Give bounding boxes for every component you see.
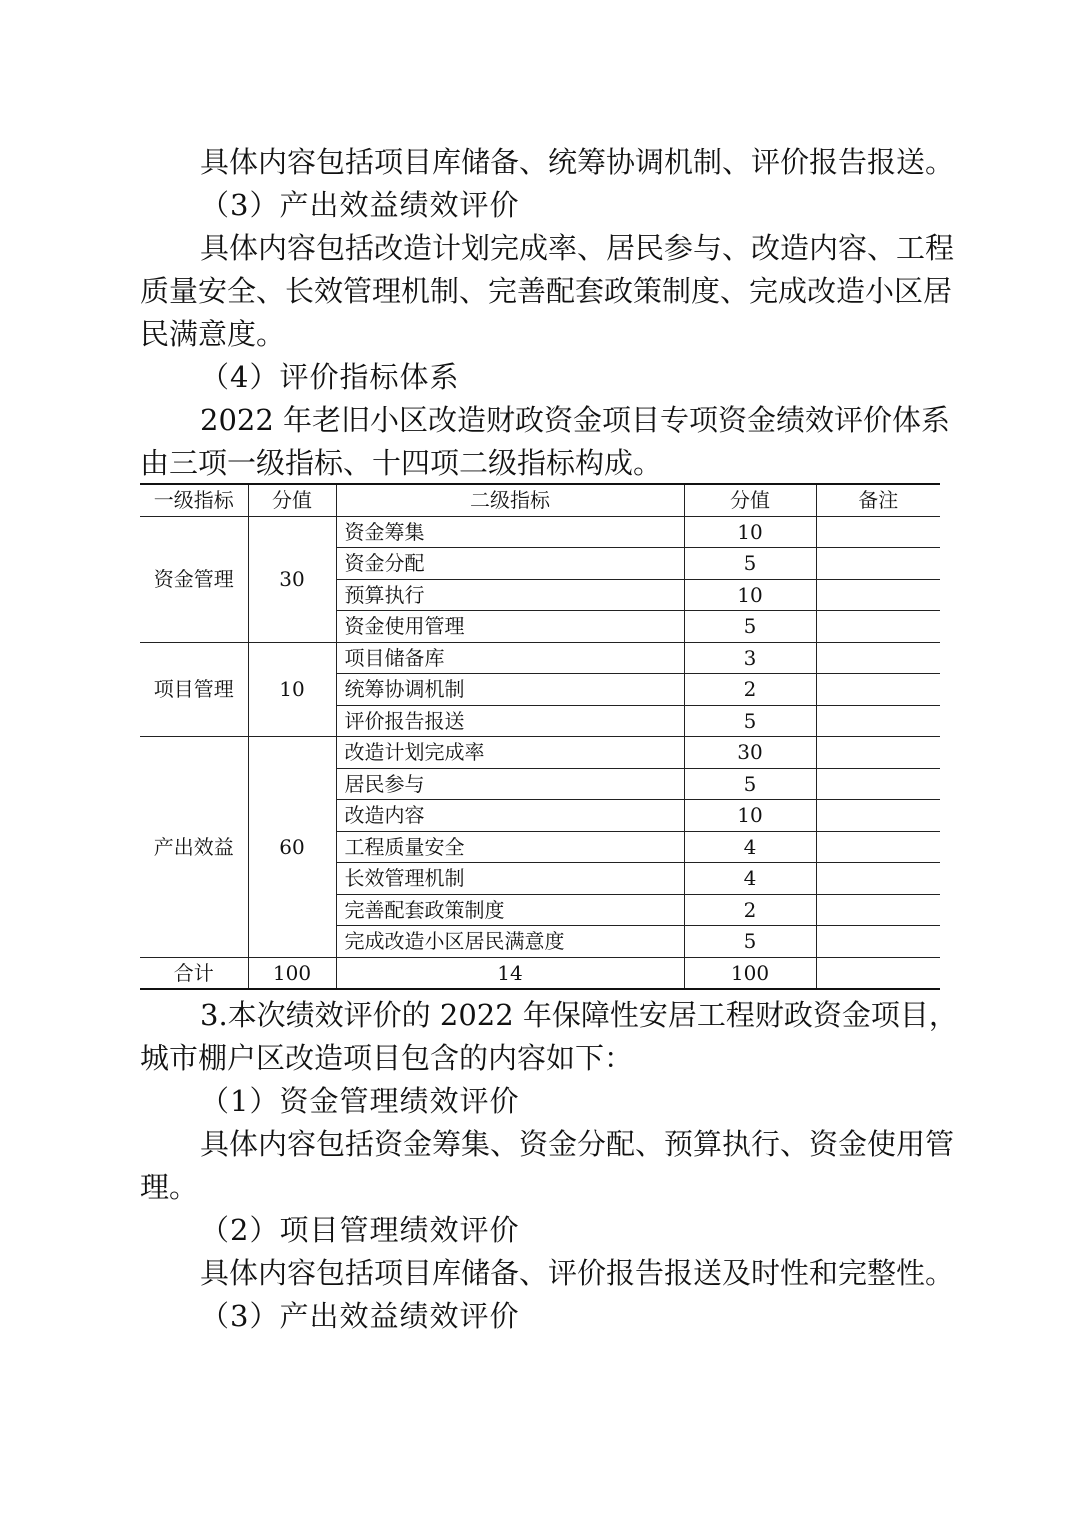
table-row — [140, 642, 940, 674]
paragraph-line: 具体内容包括资金筹集、资金分配、预算执行、资金使用管 — [200, 1127, 955, 1161]
level2-name: 资金使用管理 — [336, 611, 684, 643]
section-heading: （3）产出效益绩效评价 — [200, 188, 520, 222]
level2-score: 10 — [684, 579, 816, 611]
level2-score: 10 — [684, 800, 816, 832]
table-total-row — [140, 957, 940, 989]
section-heading: （3）产出效益绩效评价 — [200, 1299, 520, 1333]
section-heading: （4）评价指标体系 — [200, 360, 460, 394]
section-heading: （1）资金管理绩效评价 — [200, 1084, 520, 1118]
paragraph-line: 质量安全、长效管理机制、完善配套政策制度、完成改造小区居 — [140, 274, 953, 308]
level1-score: 10 — [248, 642, 336, 737]
remark-cell — [816, 863, 940, 895]
level2-name: 评价报告报送 — [336, 705, 684, 737]
paragraph-line: 2022 年老旧小区改造财政资金项目专项资金绩效评价体系 — [200, 403, 951, 437]
level2-score: 2 — [684, 674, 816, 706]
header-cell: 二级指标 — [336, 484, 684, 516]
remark-cell — [816, 642, 940, 674]
level2-name: 预算执行 — [336, 579, 684, 611]
remark-cell — [816, 768, 940, 800]
header-cell: 分值 — [248, 484, 336, 516]
remark-cell — [816, 516, 940, 548]
remark-cell — [816, 800, 940, 832]
level2-score: 2 — [684, 894, 816, 926]
level2-score: 5 — [684, 926, 816, 958]
level2-score: 5 — [684, 768, 816, 800]
total-score2: 100 — [684, 957, 816, 989]
paragraph-line: 城市棚户区改造项目包含的内容如下： — [140, 1041, 634, 1075]
paragraph-line: 具体内容包括项目库储备、评价报告报送及时性和完整性。 — [200, 1256, 955, 1290]
level2-score: 3 — [684, 642, 816, 674]
level2-score: 30 — [684, 737, 816, 769]
section-heading: （2）项目管理绩效评价 — [200, 1213, 520, 1247]
table-row — [140, 737, 940, 769]
total-score: 100 — [248, 957, 336, 989]
level2-name: 工程质量安全 — [336, 831, 684, 863]
paragraph-line: 由三项一级指标、十四项二级指标构成。 — [140, 446, 663, 480]
level2-name: 资金分配 — [336, 548, 684, 580]
total-label: 合计 — [140, 957, 248, 989]
level1-name: 产出效益 — [140, 737, 248, 958]
indicator-table — [140, 483, 940, 990]
level2-name: 完善配套政策制度 — [336, 894, 684, 926]
remark-cell — [816, 674, 940, 706]
level1-name: 项目管理 — [140, 642, 248, 737]
level2-name: 改造内容 — [336, 800, 684, 832]
paragraph-line: 具体内容包括项目库储备、统筹协调机制、评价报告报送。 — [200, 145, 955, 179]
level2-score: 4 — [684, 831, 816, 863]
header-cell: 备注 — [816, 484, 940, 516]
level2-name: 改造计划完成率 — [336, 737, 684, 769]
remark-cell — [816, 579, 940, 611]
level2-score: 5 — [684, 611, 816, 643]
table-header-row — [140, 484, 940, 516]
remark-cell — [816, 705, 940, 737]
header-cell: 分值 — [684, 484, 816, 516]
remark-cell — [816, 894, 940, 926]
level2-score: 5 — [684, 705, 816, 737]
paragraph-line: 3.本次绩效评价的 2022 年保障性安居工程财政资金项目， — [200, 998, 958, 1032]
level2-score: 5 — [684, 548, 816, 580]
level2-name: 统筹协调机制 — [336, 674, 684, 706]
paragraph-line: 具体内容包括改造计划完成率、居民参与、改造内容、工程 — [200, 231, 955, 265]
remark-cell — [816, 831, 940, 863]
paragraph-line: 民满意度。 — [140, 317, 286, 351]
level2-name: 居民参与 — [336, 768, 684, 800]
level2-score: 4 — [684, 863, 816, 895]
remark-cell — [816, 926, 940, 958]
remark-cell — [816, 548, 940, 580]
remark-cell — [816, 611, 940, 643]
table-row — [140, 516, 940, 548]
level2-name: 完成改造小区居民满意度 — [336, 926, 684, 958]
total-count: 14 — [336, 957, 684, 989]
level1-name: 资金管理 — [140, 516, 248, 642]
level2-name: 资金筹集 — [336, 516, 684, 548]
paragraph-line: 理。 — [140, 1170, 199, 1204]
remark-cell — [816, 737, 940, 769]
level2-score: 10 — [684, 516, 816, 548]
header-cell: 一级指标 — [140, 484, 248, 516]
level2-name: 长效管理机制 — [336, 863, 684, 895]
level2-name: 项目储备库 — [336, 642, 684, 674]
level1-score: 60 — [248, 737, 336, 958]
remark-cell — [816, 957, 940, 989]
level1-score: 30 — [248, 516, 336, 642]
